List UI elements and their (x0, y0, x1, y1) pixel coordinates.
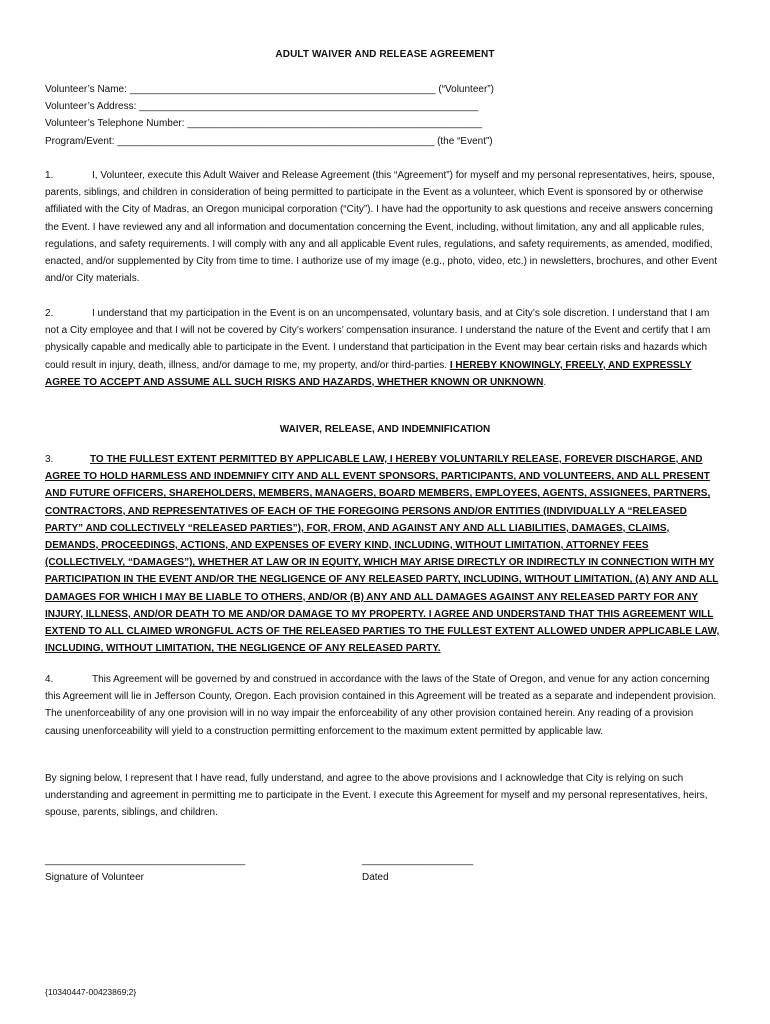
closing-statement: By signing below, I represent that I have read, fully understand, and agree to the above provisions and I acknowledge that City is relying on such understanding and agreement in permitting me to participate in the Event. I execute this Agreement for myself and my personal representatives, heirs, spouse, parents, siblings, and children. (45, 773, 708, 819)
volunteer-name-line (45, 81, 735, 98)
document-title: ADULT WAIVER AND RELEASE AGREEMENT (275, 49, 495, 60)
program-event-label: Program/Event: (45, 135, 115, 147)
volunteer-phone-line (45, 115, 735, 132)
volunteer-phone-label: Volunteer’s Telephone Number: (45, 118, 185, 130)
waiver-section-heading: WAIVER, RELEASE, AND INDEMNIFICATION (279, 424, 491, 435)
paragraph-2 (45, 305, 725, 391)
program-event-line (45, 133, 735, 150)
volunteer-name-label: Volunteer’s Name: (45, 84, 127, 95)
paragraph-3-text: TO THE FULLEST EXTENT PERMITTED BY APPLICABLE LAW, I HEREBY VOLUNTARILY RELEASE, FOREVER DISCHARGE, AND AGREE TO HOLD HARMLESS AND INDEMNIFY CITY AND ALL EVENT SPONSORS, PARTICIPANTS, AND VOLUNTEERS, AND ALL PRESENT AND FUTURE OFFICERS, SHAREHOLDERS, MEMBERS, MANAGERS, BOARD MEMBERS, EMPLOYEES, AGENTS, ASSIGNEES, PARTNERS, CONTRACTORS, AND REPRESENTATIVES OF EACH OF THE FOREGOING PERSONS AND/OR ENTITIES (INDIVIDUALLY A “RELEASED PARTY” AND COLLECTIVELY “RELEASED PARTIES”), FOR, FROM, AND AGAINST ANY AND ALL LIABILITIES, DAMAGES, CLAIMS, DEMANDS, PROCEEDINGS, ACTIONS, AND EXPENSES OF EVERY KIND, INCLUDING, WITHOUT LIMITATION, ATTORNEY FEES (COLLECTIVELY, “DAMAGES”), WHETHER AT LAW OR IN EQUITY, WHICH MAY ARISE DIRECTLY OR INDIRECTLY IN CONNECTION WITH MY PARTICIPATION IN THE EVENT AND/OR THE NEGLIGENCE OF ANY RELEASED PARTY, INCLUDING, WITHOUT LIMITATION, (A) ANY AND ALL DAMAGES FOR WHICH I MAY BE LIABLE TO OTHERS, AND/OR (B) ANY AND ALL DAMAGES AGAINST ANY RELEASED PARTY FOR ANY INJURY, ILLNESS, AND/OR DEATH TO ME AND/OR DAMAGE TO MY PROPERTY. I AGREE AND UNDERSTAND THAT THIS AGREEMENT WILL EXTEND TO ALL CLAIMED WRONGFUL ACTS OF THE RELEASED PARTIES TO THE FULLEST EXTENT ALLOWED UNDER APPLICABLE LAW, INCLUDING, WITHOUT LIMITATION, THE NEGLIGENCE OF ANY RELEASED PARTY. (45, 454, 720, 655)
paragraph-4 (45, 671, 725, 740)
volunteer-address-line (45, 98, 735, 115)
paragraph-1-number: 1. (45, 170, 54, 181)
paragraph-4-text: This Agreement will be governed by and construed in accordance with the laws of the State of Oregon, and venue for any action concerning this Agreement will lie in Jefferson County, Oregon. Each provision contained in this Agreement will be treated as a separate and independent provision. The unenforceability of any one provision will in no way impair the enforceability of any other provision contained herein. Any reading of a provision causing unenforceability will yield to a construction permitting enforcement to the maximum extent permitted by applicable law. (45, 674, 717, 737)
paragraph-3 (45, 451, 725, 657)
volunteer-name-suffix: (“Volunteer”) (438, 84, 494, 95)
volunteer-phone-blank[interactable]: _____________________________________________________ (187, 118, 483, 130)
program-event-suffix: (the “Event”) (437, 135, 493, 147)
paragraph-1 (45, 167, 725, 287)
paragraph-2-number: 2. (45, 308, 54, 319)
paragraph-2-text: I understand that my participation in the Event is on an uncompensated, voluntary basis, and at City’s sole discretion. I understand that I am not a City employee and that I will not be covered by City’s workers’ compensation insurance. I understand the nature of the Event and certify that I am physically capable and medically able to participate in the Event. I understand that participation in the Event may bear certain risks and hazards which could result in injury, death, illness, and/or damage to me, my property, and/or third-parties. (45, 308, 711, 371)
program-event-blank[interactable]: _________________________________________________________ (117, 135, 435, 147)
paragraph-2-end: . (543, 376, 547, 388)
paragraph-1-text: I, Volunteer, execute this Adult Waiver and Release Agreement (this “Agreement”) for myself and my personal representatives, heirs, spouse, parents, siblings, and children in consideration of being permitted to participate in the Event as a volunteer, which Event is sponsored by or otherwise affiliated with the City of Madras, an Oregon municipal corporation (“City”). I have had the opportunity to ask questions and receive answers concerning the Event. I have reviewed any and all information and documentation concerning the Event, including, without limitation, any and all applicable rules, regulations, and safety requirements. I will comply with any and all applicable Event rules, regulations, and safety requirements, as amended, modified, enacted, and/or supplemented by City from time to time. I authorize use of my image (e.g., photo, video, etc.) in newsletters, brochures, and other Event and/or City materials. (45, 170, 718, 285)
date-label: Dated (362, 872, 389, 883)
signature-blank[interactable]: ____________________________________ (45, 855, 246, 866)
document-id-footer: {10340447-00423869;2} (45, 987, 137, 997)
signature-label: Signature of Volunteer (45, 872, 144, 883)
paragraph-2-risk-acceptance: I HEREBY KNOWINGLY, FREELY, AND EXPRESSLY AGREE TO ACCEPT AND ASSUME ALL SUCH RISKS AND HAZARDS, WHETHER KNOWN OR UNKNOWN (45, 359, 692, 388)
volunteer-info-fields (45, 81, 735, 150)
date-blank[interactable]: ____________________ (362, 855, 474, 866)
volunteer-address-label: Volunteer’s Address: (45, 101, 137, 113)
paragraph-4-number: 4. (45, 674, 54, 685)
paragraph-3-number: 3. (45, 454, 54, 465)
volunteer-name-blank[interactable]: _______________________________________________________ (129, 84, 436, 95)
volunteer-address-blank[interactable]: _____________________________________________________________ (139, 101, 479, 113)
